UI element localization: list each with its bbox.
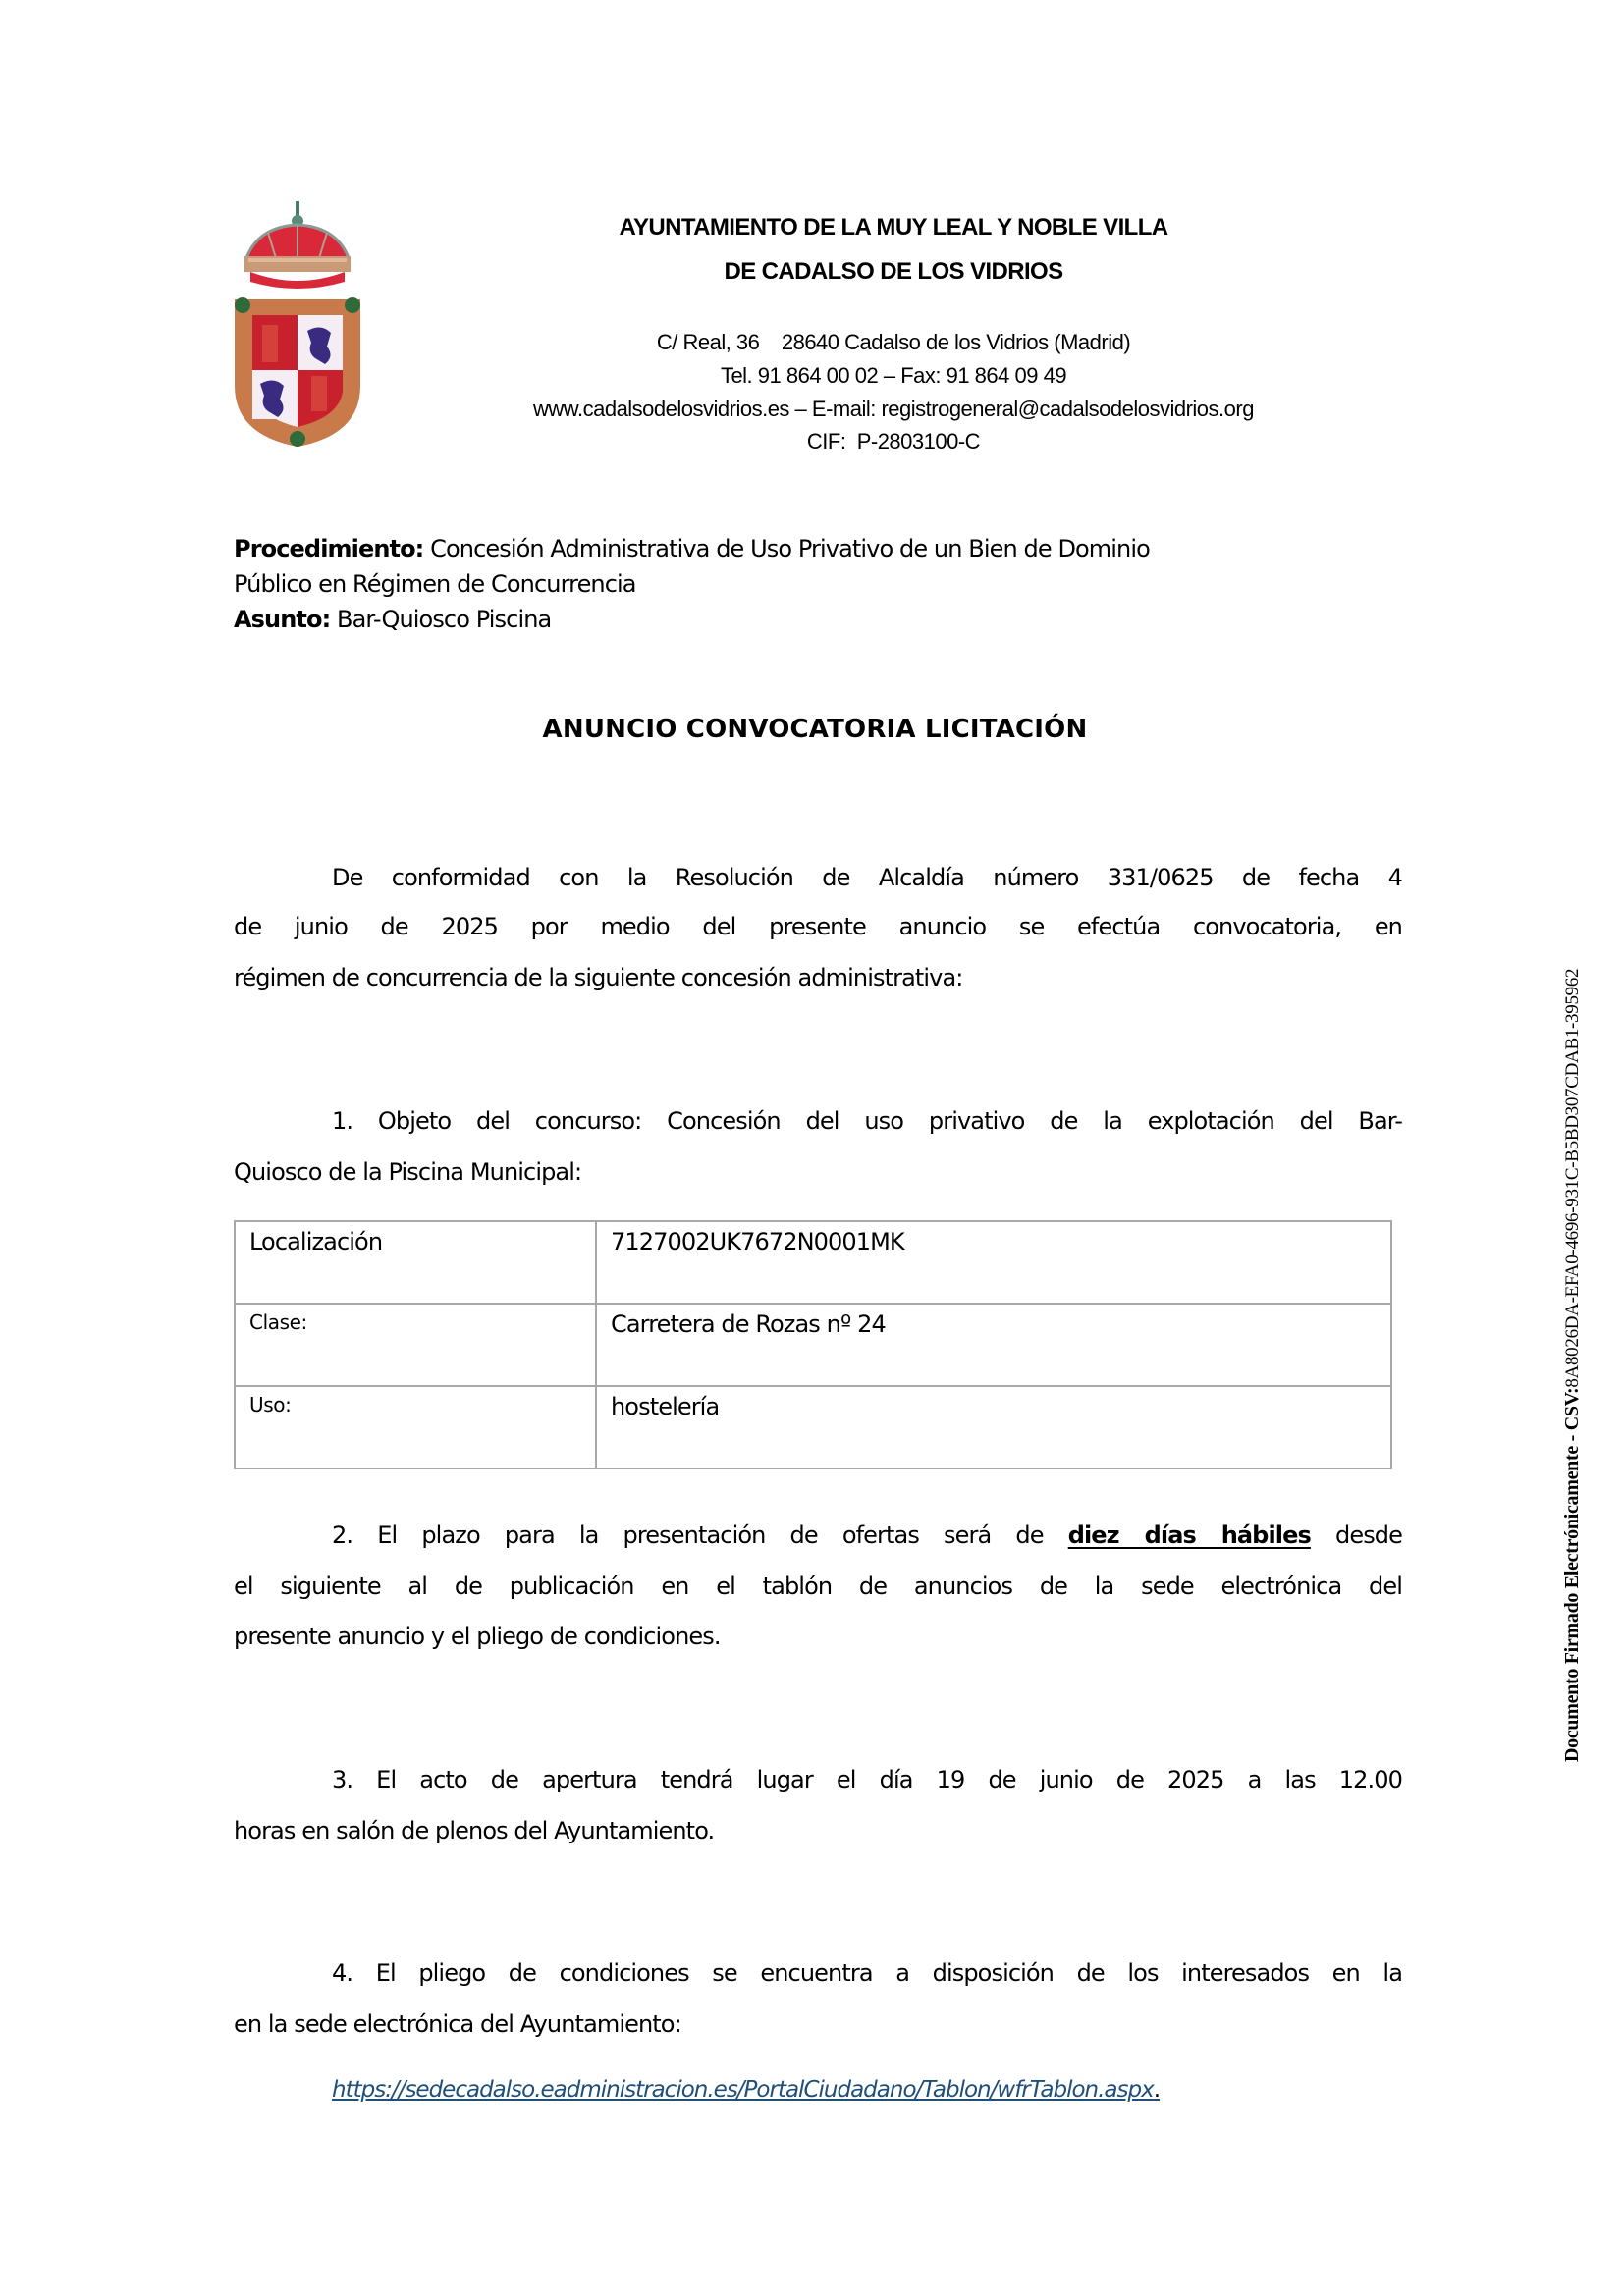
table-cell-value: Carretera de Rozas nº 24 — [596, 1304, 1391, 1386]
item2-text-pre: 2. El plazo para la presentación de ofertas será de — [332, 1522, 1068, 1549]
subject-line — [234, 606, 551, 633]
tablon-link-line — [332, 2077, 1160, 2103]
item2-text-post: desde — [1310, 1522, 1402, 1549]
table-row — [235, 1304, 1391, 1386]
intro-line-3: régimen de concurrencia de la siguiente concesión administrativa: — [234, 964, 963, 991]
deadline-emphasis: diez días hábiles — [1067, 1522, 1311, 1549]
subject-value: Bar-Quiosco Piscina — [330, 606, 552, 633]
link-suffix: . — [1153, 2077, 1161, 2103]
municipality-phone-fax: Tel. 91 864 00 02 – Fax: 91 864 09 49 — [720, 363, 1067, 388]
procedure-value-line2: Público en Régimen de Concurrencia — [234, 570, 636, 598]
table-cell-value: 7127002UK7672N0001MK — [596, 1221, 1391, 1304]
property-table — [234, 1220, 1392, 1469]
intro-line-1: De conformidad con la Resolución de Alcaldía número 331/0625 de fecha 4 — [332, 864, 1402, 891]
item3-line-1: 3. El acto de apertura tendrá lugar el día 19 de junio de 2025 a las 12.00 — [332, 1766, 1402, 1793]
municipality-web-email: www.cadalsodelosvidrios.es – E-mail: registrogeneral@cadalsodelosvidrios.org — [533, 397, 1254, 421]
procedure-value: Concesión Administrativa de Uso Privativo de un Bien de Dominio — [423, 535, 1150, 562]
municipality-name-line1: AYUNTAMIENTO DE LA MUY LEAL Y NOBLE VILLA — [619, 214, 1168, 240]
table-cell-label: Localización — [235, 1221, 596, 1304]
procedure-line — [234, 535, 1150, 562]
municipality-name-line2: DE CADALSO DE LOS VIDRIOS — [724, 258, 1063, 285]
subject-label: Asunto: — [234, 606, 331, 633]
shield-icon — [235, 297, 360, 447]
table-cell-value: hostelería — [596, 1386, 1391, 1468]
electronic-signature-stamp — [1559, 937, 1585, 1762]
coat-of-arms-icon — [229, 199, 366, 449]
signature-stamp-text — [1559, 937, 1586, 1762]
item2-line-2: el siguiente al de publicación en el tablón de anuncios de la sede electrónica del — [234, 1573, 1402, 1600]
table-cell-label: Clase: — [235, 1304, 596, 1386]
document-title: ANUNCIO CONVOCATORIA LICITACIÓN — [542, 715, 1088, 744]
item2-line-3: presente anuncio y el pliego de condiciones. — [234, 1623, 721, 1650]
table-row — [235, 1221, 1391, 1304]
table-cell-label: Uso: — [235, 1386, 596, 1468]
item3-line-2: horas en salón de plenos del Ayuntamiento. — [234, 1817, 715, 1844]
municipality-cif: CIF: P-2803100-C — [806, 429, 981, 454]
crown-icon — [244, 201, 351, 289]
procedure-label: Procedimiento: — [234, 535, 424, 562]
tablon-link[interactable]: https://sedecadalso.eadministracion.es/PortalCiudadano/Tablon/wfrTablon.aspx — [332, 2077, 1154, 2103]
signature-stamp-label: Documento Firmado Electrónicamente - CSV: — [1561, 1387, 1583, 1762]
intro-line-2: de junio de 2025 por medio del presente anuncio se efectúa convocatoria, en — [234, 913, 1402, 940]
municipality-address: C/ Real, 36 28640 Cadalso de los Vidrios (Madrid) — [656, 330, 1131, 354]
table-row — [235, 1386, 1391, 1468]
item4-line-1: 4. El pliego de condiciones se encuentra a disposición de los interesados en la — [332, 1959, 1402, 1987]
item1-line-2: Quiosco de la Piscina Municipal: — [234, 1158, 582, 1186]
signature-csv-code: 8A8026DA-EFA0-4696-931C-B5BD307CDAB1-395962 — [1562, 968, 1583, 1388]
item1-line-1: 1. Objeto del concurso: Concesión del uso privativo de la explotación del Bar- — [332, 1107, 1402, 1135]
item4-line-2: en la sede electrónica del Ayuntamiento: — [234, 2010, 681, 2038]
item2-line-1 — [332, 1522, 1402, 1549]
